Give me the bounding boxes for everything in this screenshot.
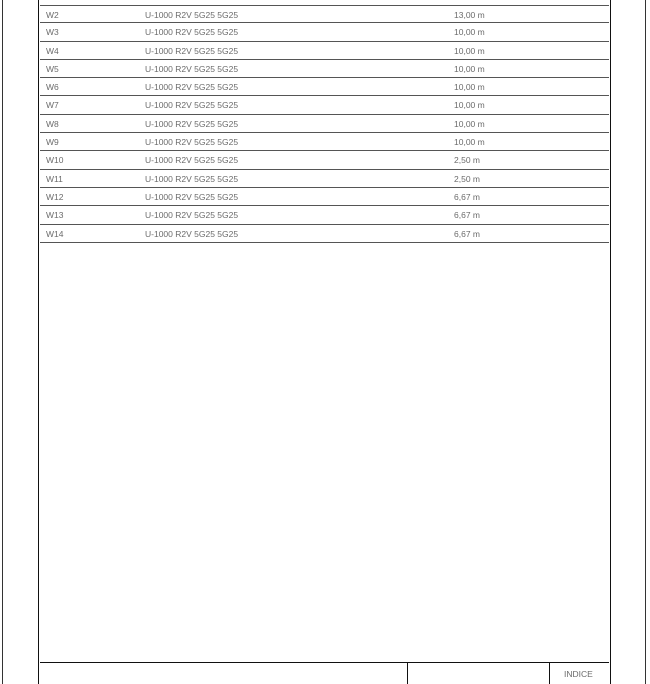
table-row xyxy=(40,133,609,151)
cable-id: W12 xyxy=(46,191,64,202)
cable-id: W6 xyxy=(46,82,59,93)
cable-length: 10,00 m xyxy=(454,27,485,38)
cable-id: W10 xyxy=(46,155,64,166)
table-row xyxy=(40,115,609,133)
cable-id: W2 xyxy=(46,10,59,20)
cable-length: 10,00 m xyxy=(454,118,485,129)
cable-id: W9 xyxy=(46,137,59,148)
title-block-divider xyxy=(407,663,408,684)
cable-type: U-1000 R2V 5G25 5G25 xyxy=(145,82,239,93)
cable-type: U-1000 R2V 5G25 5G25 xyxy=(145,155,239,166)
cable-id: W5 xyxy=(46,63,59,74)
cable-length: 6,67 m xyxy=(454,228,480,239)
cable-type: U-1000 R2V 5G25 5G25 xyxy=(145,27,239,38)
cable-type: U-1000 R2V 5G25 5G25 xyxy=(145,118,239,129)
cable-id: W13 xyxy=(46,210,64,221)
cable-type: U-1000 R2V 5G25 5G25 xyxy=(145,45,239,56)
cable-id: W8 xyxy=(46,118,59,129)
table-row xyxy=(40,60,609,78)
title-block-divider xyxy=(549,663,550,684)
cable-length: 10,00 m xyxy=(454,137,485,148)
cable-table xyxy=(40,5,609,243)
table-row xyxy=(40,151,609,169)
cable-id: W11 xyxy=(46,173,63,184)
cable-length: 6,67 m xyxy=(454,210,480,221)
cable-length: 10,00 m xyxy=(454,82,485,93)
title-block xyxy=(40,662,609,684)
cable-id: W7 xyxy=(46,100,59,111)
cable-type: U-1000 R2V 5G25 5G25 xyxy=(145,210,239,221)
table-row xyxy=(40,96,609,114)
indice-label: INDICE xyxy=(564,669,593,679)
cable-id: W14 xyxy=(46,228,64,239)
table-row xyxy=(40,5,609,23)
table-row xyxy=(40,188,609,206)
cable-type: U-1000 R2V 5G25 5G25 xyxy=(145,137,239,148)
cable-length: 6,67 m xyxy=(454,191,480,202)
cable-id: W3 xyxy=(46,27,59,38)
table-row xyxy=(40,42,609,60)
cable-length: 10,00 m xyxy=(454,45,485,56)
cable-type: U-1000 R2V 5G25 5G25 xyxy=(145,100,239,111)
cable-type: U-1000 R2V 5G25 5G25 xyxy=(145,63,239,74)
table-row xyxy=(40,225,609,243)
cable-length: 10,00 m xyxy=(454,63,485,74)
table-row xyxy=(40,170,609,188)
cable-length: 13,00 m xyxy=(454,10,485,20)
table-row xyxy=(40,23,609,41)
cable-length: 10,00 m xyxy=(454,100,485,111)
cable-type: U-1000 R2V 5G25 5G25 xyxy=(145,173,239,184)
table-row xyxy=(40,78,609,96)
cable-id: W4 xyxy=(46,45,59,56)
cable-type: U-1000 R2V 5G25 5G25 xyxy=(145,10,239,20)
table-row xyxy=(40,206,609,224)
cable-type: U-1000 R2V 5G25 5G25 xyxy=(145,191,239,202)
cable-length: 2,50 m xyxy=(454,155,480,166)
cable-type: U-1000 R2V 5G25 5G25 xyxy=(145,228,239,239)
cable-length: 2,50 m xyxy=(454,173,480,184)
